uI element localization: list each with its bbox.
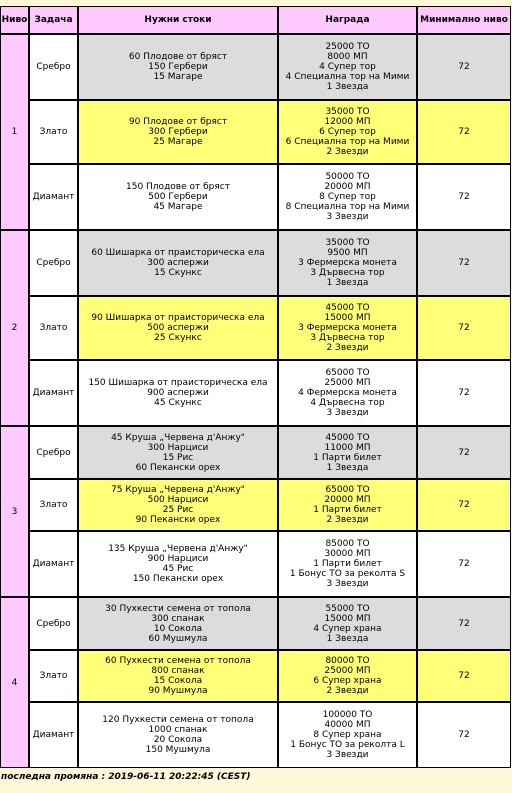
min-level-cell: 72 [417,597,511,650]
table-row [0,34,511,100]
goods-line: 45 Магаре [153,202,203,212]
table-row [0,296,511,360]
goods-line: 60 Шишарка от праисторическа ела [91,248,265,258]
reward-line: 2 Звезди [326,686,369,696]
min-level-cell: 72 [417,479,511,531]
reward-line: 65000 ТО [325,485,370,495]
header-task: Задача [29,6,78,34]
reward-line: 85000 ТО [325,539,370,549]
reward-line: 3 Дървесна тор [310,268,385,278]
reward-line: 11000 МП [324,442,371,453]
goods-line: 45 Скункс [154,398,202,408]
goods-cell [78,230,278,296]
reward-line: 3 Фермерска монета [298,258,397,268]
level-cell: 3 [0,426,29,597]
reward-cell [278,230,417,296]
reward-line: 8000 МП [327,52,368,62]
reward-cell [278,164,417,230]
goods-cell [78,479,278,531]
reward-line: 25000 ТО [325,42,370,52]
reward-line: 8 Супер храна [313,730,382,740]
goods-line: 150 Пекански орех [132,574,224,584]
goods-line: 25 Рис [162,505,194,515]
reward-line: 1 Парти билет [313,505,382,515]
reward-line: 2 Звезди [326,147,369,157]
reward-cell [278,296,417,360]
goods-line: 1000 спанак [148,725,208,735]
goods-line: 60 Плодове от бряст [128,52,228,62]
reward-line: 4 Специална тор на Мими [285,72,410,82]
reward-line: 8 Супер тор [319,192,376,202]
min-level-cell: 72 [417,34,511,100]
goods-cell [78,360,278,426]
min-level-cell: 72 [417,702,511,768]
table-row [0,230,511,296]
table-body [0,34,511,768]
reward-line: 20000 МП [324,495,371,505]
reward-line: 20000 МП [324,182,371,192]
task-cell: Сребро [29,34,78,100]
reward-line: 15000 МП [324,313,371,323]
reward-line: 40000 МП [324,720,371,730]
reward-line: 1 Бонус ТО за реколта S [289,569,406,579]
goods-cell [78,164,278,230]
goods-line: 60 Пекански орех [135,462,221,473]
header-reward: Награда [278,6,417,34]
reward-cell [278,650,417,702]
task-cell: Злато [29,296,78,360]
reward-line: 4 Супер храна [313,623,382,634]
reward-line: 30000 МП [324,549,371,559]
min-level-cell: 72 [417,531,511,597]
goods-line: 90 Плодове от бряст [128,117,228,127]
reward-line: 45000 ТО [325,432,370,443]
level-cell: 4 [0,597,29,768]
goods-line: 15 Скункс [154,268,202,278]
reward-line: 1 Бонус ТО за реколта L [290,740,405,750]
goods-cell [78,531,278,597]
goods-line: 90 Пекански орех [135,515,221,525]
reward-line: 3 Звезди [326,750,369,760]
goods-line: 900 аспержи [147,388,209,398]
goods-line: 500 аспержи [147,323,209,333]
goods-line: 150 Шишарка от праисторическа ела [88,378,268,388]
reward-line: 80000 ТО [325,656,370,666]
goods-line: 75 Круша „Червена д'Анжу" [111,485,245,495]
table-row [0,597,511,650]
task-cell: Сребро [29,426,78,479]
reward-line: 3 Звезди [326,579,369,589]
reward-line: 35000 ТО [325,238,370,248]
reward-line: 100000 ТО [322,710,373,720]
reward-cell [278,702,417,768]
goods-line: 150 Мушмула [145,745,211,755]
goods-cell [78,702,278,768]
task-cell: Сребро [29,597,78,650]
reward-line: 1 Парти билет [313,559,382,569]
goods-line: 300 Нарциси [147,442,209,453]
reward-line: 15000 МП [324,613,371,624]
goods-line: 60 Пухкести семена от топола [105,656,251,666]
goods-line: 300 спанак [151,613,205,624]
goods-cell [78,650,278,702]
task-cell: Сребро [29,230,78,296]
goods-line: 15 Сокола [153,676,203,686]
reward-line: 1 Парти билет [313,452,382,463]
task-cell: Диамант [29,164,78,230]
reward-line: 55000 ТО [325,603,370,614]
header-goods: Нужни стоки [78,6,278,34]
goods-line: 150 Гербери [148,62,208,72]
reward-line: 6 Супер храна [313,676,382,686]
reward-cell [278,34,417,100]
reward-line: 1 Звезда [326,82,369,92]
task-cell: Диамант [29,702,78,768]
reward-line: 9500 МП [327,248,368,258]
task-cell: Диамант [29,531,78,597]
table-row [0,650,511,702]
reward-cell [278,426,417,479]
goods-cell [78,597,278,650]
goods-line: 90 Мушмула [148,686,208,696]
min-level-cell: 72 [417,164,511,230]
reward-line: 3 Фермерска монета [298,323,397,333]
task-cell: Злато [29,650,78,702]
goods-line: 500 Нарциси [147,495,209,505]
table-row [0,100,511,164]
reward-cell [278,479,417,531]
goods-line: 800 спанак [151,666,205,676]
goods-line: 45 Рис [162,564,194,574]
goods-line: 45 Круша „Червена д'Анжу" [111,432,245,443]
min-level-cell: 72 [417,426,511,479]
goods-line: 300 аспержи [147,258,209,268]
table-row [0,479,511,531]
level-cell: 2 [0,230,29,426]
goods-line: 120 Пухкести семена от топола [102,715,254,725]
goods-line: 25 Магаре [153,137,203,147]
goods-cell [78,100,278,164]
reward-line: 4 Дървесна тор [310,398,385,408]
table-row [0,164,511,230]
rewards-table [0,6,511,768]
goods-cell [78,296,278,360]
reward-line: 2 Звезди [326,515,369,525]
header-level: Ниво [0,6,29,34]
reward-line: 35000 ТО [325,107,370,117]
table-row [0,531,511,597]
reward-cell [278,100,417,164]
reward-line: 3 Звезди [326,408,369,418]
reward-line: 3 Дървесна тор [310,333,385,343]
reward-line: 12000 МП [324,117,371,127]
header-row [0,6,511,34]
reward-line: 4 Супер тор [319,62,376,72]
goods-line: 900 Нарциси [147,554,209,564]
table-row [0,426,511,479]
reward-line: 8 Специална тор на Мими [285,202,410,212]
goods-line: 25 Скункс [154,333,202,343]
goods-line: 20 Сокола [153,735,203,745]
reward-line: 25000 МП [324,666,371,676]
min-level-cell: 72 [417,296,511,360]
reward-line: 2 Звезди [326,343,369,353]
reward-line: 1 Звезда [326,633,369,644]
reward-cell [278,360,417,426]
rewards-table-container [0,6,511,768]
level-cell: 1 [0,34,29,230]
goods-line: 135 Круша „Червена д'Анжу" [108,544,248,554]
task-cell: Злато [29,100,78,164]
min-level-cell: 72 [417,650,511,702]
reward-line: 4 Фермерска монета [298,388,397,398]
reward-line: 45000 ТО [325,303,370,313]
reward-cell [278,531,417,597]
goods-line: 15 Рис [162,452,194,463]
table-row [0,702,511,768]
reward-line: 6 Супер тор [319,127,376,137]
task-cell: Злато [29,479,78,531]
reward-line: 1 Звезда [326,278,369,288]
last-modified-footer: последна промяна : 2019-06-11 20:22:45 (CEST) [1,772,251,782]
goods-line: 90 Шишарка от праисторическа ела [91,313,265,323]
reward-line: 6 Специална тор на Мими [285,137,410,147]
min-level-cell: 72 [417,360,511,426]
reward-line: 3 Звезди [326,212,369,222]
task-cell: Диамант [29,360,78,426]
goods-line: 300 Гербери [148,127,208,137]
goods-line: 30 Пухкести семена от топола [105,603,251,614]
table-row [0,360,511,426]
goods-line: 10 Сокола [153,623,203,634]
goods-line: 500 Гербери [148,192,208,202]
reward-line: 50000 ТО [325,172,370,182]
reward-line: 1 Звезда [326,462,369,473]
goods-line: 60 Мушмула [148,633,208,644]
reward-line: 25000 МП [324,378,371,388]
goods-cell [78,34,278,100]
header-min-level: Минимално ниво [417,6,511,34]
goods-line: 15 Магаре [153,72,203,82]
reward-cell [278,597,417,650]
goods-cell [78,426,278,479]
min-level-cell: 72 [417,100,511,164]
goods-line: 150 Плодове от бряст [126,182,230,192]
min-level-cell: 72 [417,230,511,296]
reward-line: 65000 ТО [325,368,370,378]
